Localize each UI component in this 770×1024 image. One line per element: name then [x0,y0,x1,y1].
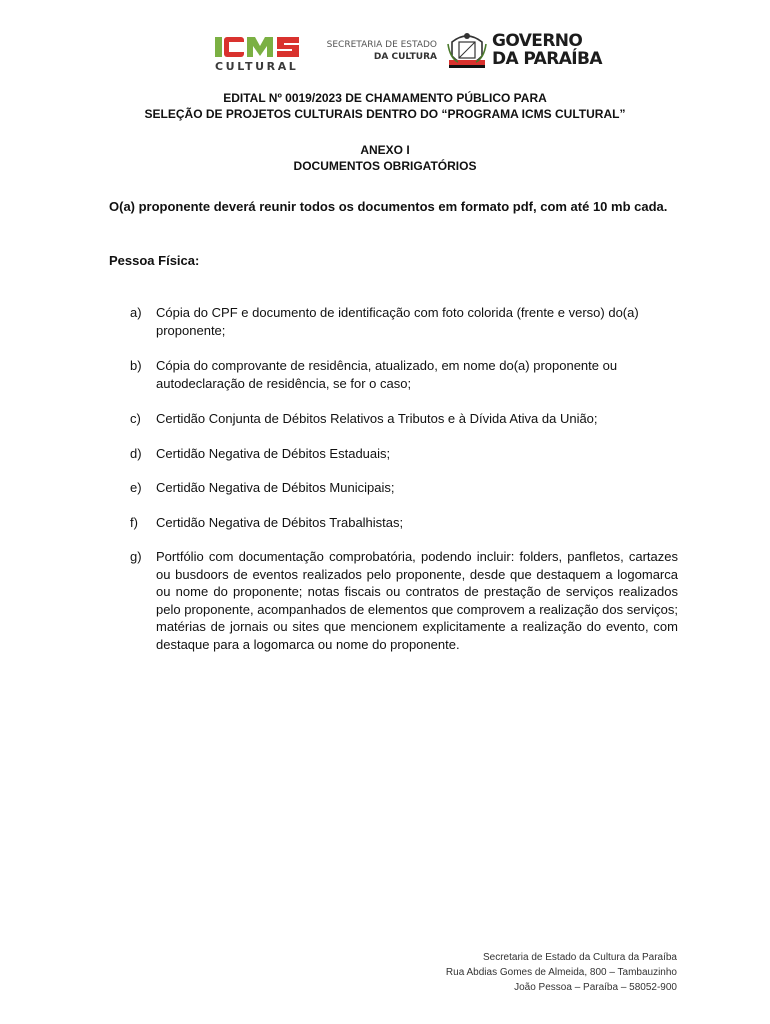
governo-line-1: GOVERNO [492,31,583,51]
governo-line-2: DA PARAÍBA [492,49,602,69]
list-marker: g) [130,549,142,564]
annex-label: ANEXO I [360,143,410,157]
list-marker: a) [130,305,142,320]
list-item-text: Cópia do comprovante de residência, atualizado, em nome do(a) proponente ou autodeclaração de residência, se for o caso; [156,358,618,391]
intro-paragraph: O(a) proponente deverá reunir todos os documentos em formato pdf, com até 10 mb cada. [109,199,668,214]
edital-title-line-2: SELEÇÃO DE PROJETOS CULTURAIS DENTRO DO “PROGRAMA ICMS CULTURAL” [144,107,626,121]
governo-paraiba-logo [492,32,602,68]
list-marker: c) [130,411,141,426]
section-heading: Pessoa Física: [109,253,200,268]
documents-list [130,304,678,653]
footer-line-2: Rua Abdias Gomes de Almeida, 800 – Tambauzinho [445,967,677,978]
list-marker: e) [130,480,142,495]
list-marker: b) [130,358,142,373]
page-footer [446,950,677,995]
page-header [0,28,770,76]
footer-line-1: Secretaria de Estado da Cultura da Paraíba [482,952,677,963]
svg-text:CULTURAL: CULTURAL [215,60,299,72]
list-item-text: Portfólio com documentação comprobatória, podendo incluir: folders, panfletos, cartazes ou busdoors de eventos realizados pelo proponente, desde que destaquem a logomarca ou nome do proponente; notas fiscais ou contratos de prestação de serviços realizados pelo proponente, acompanhados de elementos que comprovem a realização dos serviços; matérias de jornais ou sites que mencionem explicitamente a realização do evento, com destaque para a logomarca ou nome do proponente. [156,549,678,652]
secretaria-line-1: SECRETARIA DE ESTADO [326,40,437,50]
list-item [130,445,678,463]
list-item [130,548,678,653]
list-item-text: Cópia do CPF e documento de identificação com foto colorida (frente e verso) do(a) proponente; [156,305,639,338]
list-item-text: Certidão Conjunta de Débitos Relativos a Tributos e à Dívida Ativa da União; [156,411,598,426]
list-item [130,410,678,428]
list-item [130,357,678,392]
secretaria-label [325,39,437,63]
list-item [130,479,678,497]
edital-title-line-1: EDITAL Nº 0019/2023 DE CHAMAMENTO PÚBLICO PARA [223,91,547,105]
annex-title [0,142,770,174]
list-item [130,304,678,339]
footer-line-3: João Pessoa – Paraíba – 58052-900 [514,982,677,993]
list-item-text: Certidão Negativa de Débitos Estaduais; [156,445,391,461]
icms-cultural-logo [213,34,317,72]
list-item-text: Certidão Negativa de Débitos Trabalhistas; [156,514,404,530]
paraiba-coat-of-arms-icon [446,30,488,72]
secretaria-line-2: DA CULTURA [373,52,437,62]
list-marker: d) [130,445,142,461]
list-marker: f) [130,514,138,530]
edital-title [0,90,770,122]
list-item [130,514,678,532]
list-item-text: Certidão Negativa de Débitos Municipais; [156,480,395,495]
annex-heading: DOCUMENTOS OBRIGATÓRIOS [293,159,477,173]
